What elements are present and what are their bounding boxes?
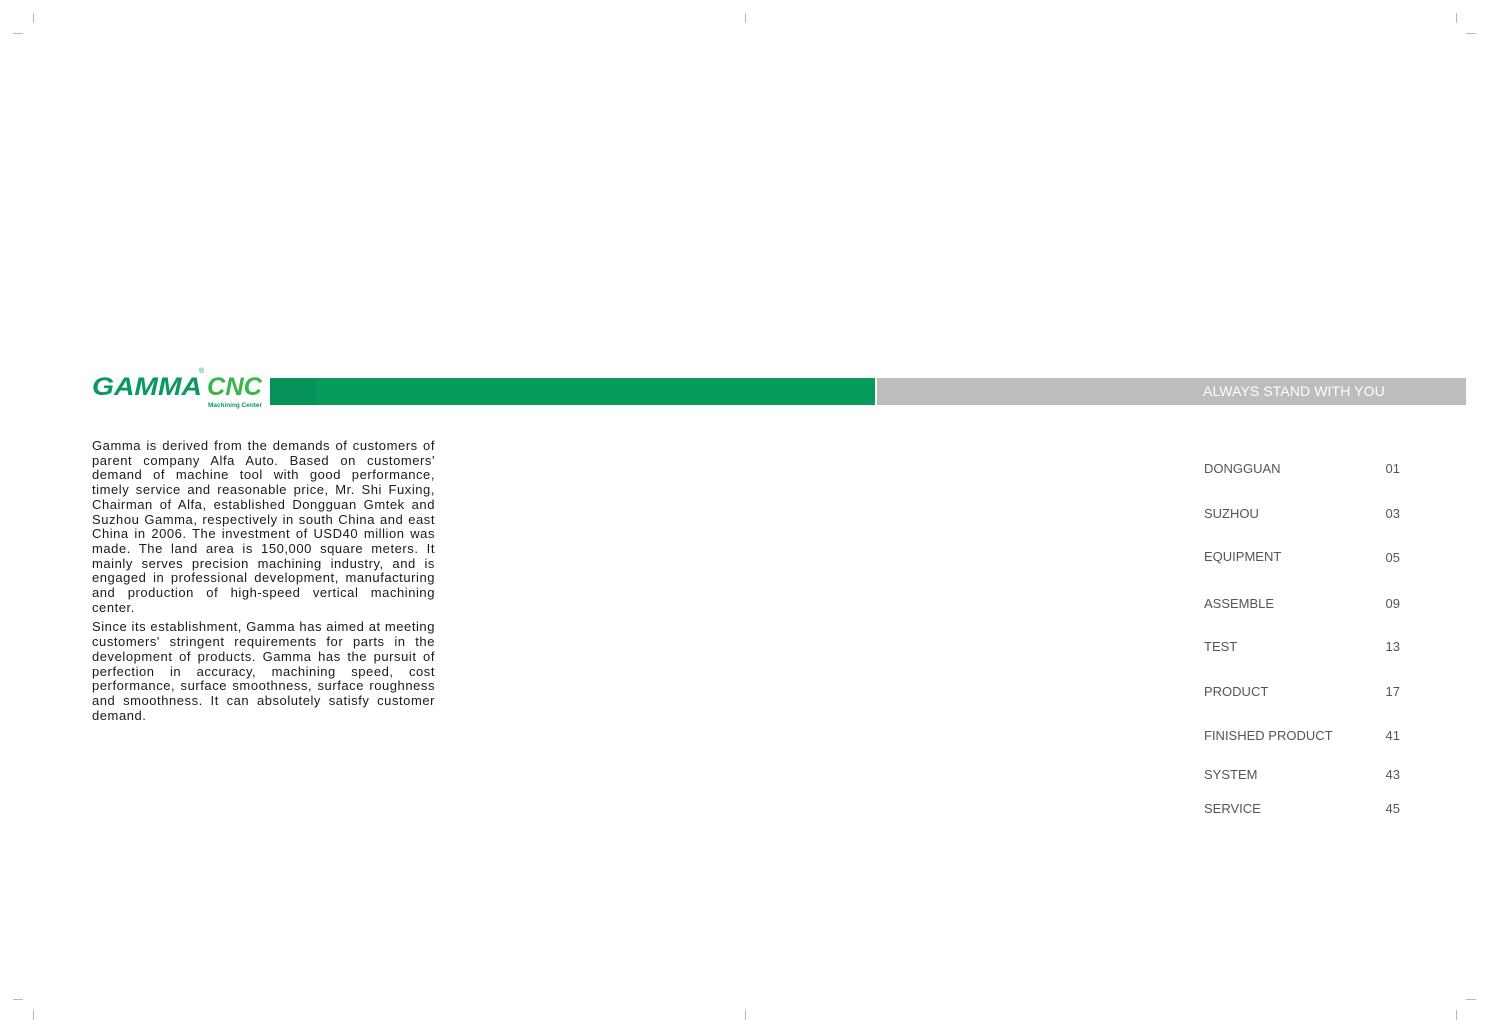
crop-mark [33, 13, 34, 23]
toc-page-number: 05 [1385, 550, 1400, 565]
logo-subtitle: Machining Center [208, 402, 263, 409]
logo-cnc: CNC [207, 373, 263, 401]
toc-item-suzhou[interactable] [1204, 506, 1400, 524]
toc-label: DONGGUAN [1204, 461, 1281, 476]
green-banner-bar [270, 378, 875, 405]
toc-label: ASSEMBLE [1204, 596, 1275, 611]
gamma-cnc-logo [92, 366, 264, 410]
toc-item-equipment[interactable] [1204, 549, 1400, 567]
registered-mark: ® [199, 368, 205, 375]
crop-mark [745, 13, 746, 23]
toc-label: SYSTEM [1204, 767, 1258, 782]
toc-label: FINISHED PRODUCT [1204, 728, 1333, 743]
crop-mark [13, 999, 23, 1000]
toc-label: PRODUCT [1204, 684, 1269, 699]
toc-item-dongguan[interactable] [1204, 461, 1400, 479]
tagline: ALWAYS STAND WITH YOU [1203, 383, 1385, 399]
toc-item-system[interactable] [1204, 767, 1400, 785]
crop-mark [1456, 13, 1457, 23]
toc-item-test[interactable] [1204, 639, 1400, 657]
toc-item-service[interactable] [1204, 801, 1400, 819]
toc-page-number: 41 [1385, 728, 1400, 743]
green-bar-shade [270, 378, 316, 405]
crop-mark [33, 1010, 34, 1020]
toc-page-number: 43 [1385, 767, 1400, 782]
toc-item-assemble[interactable] [1204, 596, 1400, 614]
toc-page-number: 17 [1385, 684, 1400, 699]
toc-item-product[interactable] [1204, 684, 1400, 702]
intro-paragraph: Gamma is derived from the demands of customers of parent company Alfa Auto. Based on customers' demand of machine tool with good performance, timely service and reasonable price, Mr. Shi Fuxing, Chairman of Alfa, established Dongguan Gmtek and Suzhou Gamma, respectively in south China and east China in 2006. The investment of USD40 million was made. The land area is 150,000 square meters. It mainly serves precision machining industry, and is engaged in professional development, manufacturing and production of high-speed vertical machining center. [92, 438, 435, 615]
toc-page-number: 45 [1385, 801, 1400, 816]
toc-label: SERVICE [1204, 801, 1261, 816]
crop-mark [745, 1010, 746, 1020]
crop-mark [1456, 1010, 1457, 1020]
table-of-contents [1204, 0, 1404, 1033]
toc-page-number: 09 [1385, 596, 1400, 611]
toc-label: SUZHOU [1204, 506, 1259, 521]
crop-mark [13, 33, 23, 34]
intro-paragraph: Since its establishment, Gamma has aimed at meeting customers' stringent requirements for parts in the development of products. Gamma has the pursuit of perfection in accuracy, machining speed, cost performance, surface smoothness, surface roughness and smoothness. It can absolutely satisfy customer demand. [92, 619, 435, 723]
toc-page-number: 03 [1385, 506, 1400, 521]
toc-item-finished-product[interactable] [1204, 728, 1400, 746]
toc-label: EQUIPMENT [1204, 549, 1282, 564]
company-introduction [92, 439, 435, 728]
toc-page-number: 13 [1385, 639, 1400, 654]
crop-mark [1466, 999, 1476, 1000]
toc-label: TEST [1204, 639, 1238, 654]
toc-page-number: 01 [1385, 461, 1400, 476]
crop-mark [1466, 33, 1476, 34]
logo-wordmark: GAMMA [92, 373, 202, 401]
